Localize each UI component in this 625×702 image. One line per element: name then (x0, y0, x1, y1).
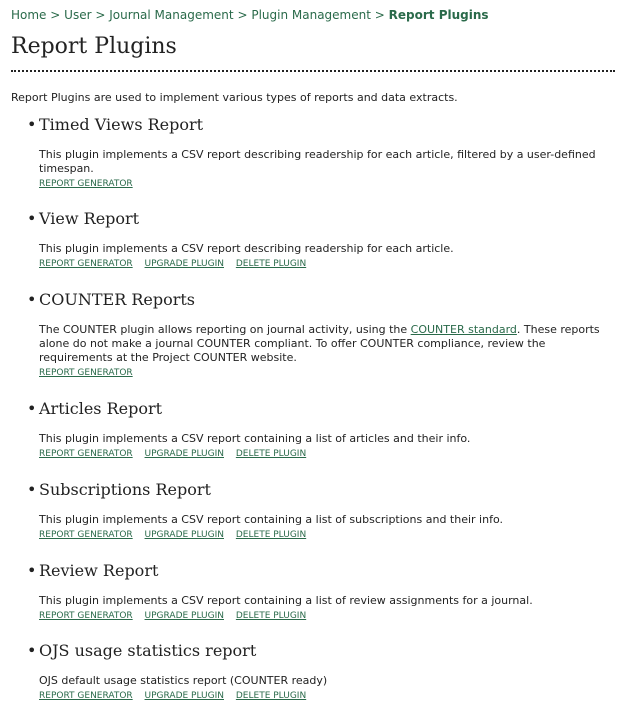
counter-standard-link[interactable]: COUNTER standard (410, 323, 517, 336)
plugin-description: OJS default usage statistics report (COUNTER ready) (39, 674, 328, 687)
page-intro: Report Plugins are used to implement various types of reports and data extracts. (11, 91, 458, 104)
plugin-list (11, 111, 615, 702)
upgrade-plugin-link[interactable]: UPGRADE PLUGIN (144, 530, 224, 540)
plugin-title: Timed Views Report (39, 115, 204, 134)
plugin-title: COUNTER Reports (39, 290, 196, 309)
report-generator-link[interactable]: REPORT GENERATOR (39, 259, 133, 269)
plugin-actions (39, 448, 615, 460)
upgrade-plugin-link[interactable]: UPGRADE PLUGIN (144, 449, 224, 459)
breadcrumb-plugin-management-link[interactable]: Plugin Management (251, 8, 371, 22)
report-generator-link[interactable]: REPORT GENERATOR (39, 530, 133, 540)
plugin-description: This plugin implements a CSV report describing readership for each article. (39, 242, 454, 255)
plugin-item-subscriptions-report (11, 476, 615, 541)
page-title: Report Plugins (11, 33, 615, 72)
plugin-title: Review Report (39, 561, 159, 580)
breadcrumb-separator: > (237, 8, 248, 22)
breadcrumb-home-link[interactable]: Home (11, 8, 47, 22)
plugin-actions (39, 367, 615, 379)
upgrade-plugin-link[interactable]: UPGRADE PLUGIN (144, 611, 224, 621)
plugin-title: OJS usage statistics report (39, 641, 257, 660)
bullet-icon: • (27, 115, 37, 134)
plugin-actions (39, 178, 615, 190)
upgrade-plugin-link[interactable]: UPGRADE PLUGIN (144, 259, 224, 269)
bullet-icon: • (27, 480, 37, 499)
plugin-actions (39, 529, 615, 541)
plugin-description-text: The COUNTER plugin allows reporting on journal activity, using the (39, 323, 411, 336)
breadcrumb-separator: > (95, 8, 106, 22)
plugin-description-text: . These reports alone do not make a journal COUNTER compliant. To offer COUNTER compliance, review the requirements at the Project COUNTER website. (39, 323, 600, 364)
plugin-description: This plugin implements a CSV report containing a list of review assignments for a journal. (39, 594, 533, 607)
breadcrumb-journal-management-link[interactable]: Journal Management (109, 8, 234, 22)
report-generator-link[interactable]: REPORT GENERATOR (39, 691, 133, 701)
bullet-icon: • (27, 209, 37, 228)
plugin-title: Subscriptions Report (39, 480, 211, 499)
delete-plugin-link[interactable]: DELETE PLUGIN (235, 259, 307, 269)
report-generator-link[interactable]: REPORT GENERATOR (39, 611, 133, 621)
bullet-icon: • (27, 399, 37, 418)
delete-plugin-link[interactable]: DELETE PLUGIN (235, 611, 307, 621)
plugin-actions (39, 610, 615, 622)
plugin-description (39, 323, 615, 365)
breadcrumb (11, 8, 615, 22)
bullet-icon: • (27, 641, 37, 660)
breadcrumb-separator: > (50, 8, 61, 22)
plugin-description: This plugin implements a CSV report describing readership for each article, filtered by a user-defined timespan. (39, 148, 596, 175)
plugin-title: Articles Report (39, 399, 163, 418)
plugin-description: This plugin implements a CSV report containing a list of articles and their info. (39, 432, 471, 445)
plugin-actions (39, 690, 615, 702)
plugin-item-articles-report (11, 395, 615, 460)
breadcrumb-user-link[interactable]: User (64, 8, 92, 22)
breadcrumb-separator: > (374, 8, 385, 22)
plugin-item-review-report (11, 557, 615, 622)
bullet-icon: • (27, 290, 37, 309)
plugin-title: View Report (39, 209, 140, 228)
plugin-description: This plugin implements a CSV report containing a list of subscriptions and their info. (39, 513, 503, 526)
upgrade-plugin-link[interactable]: UPGRADE PLUGIN (144, 691, 224, 701)
delete-plugin-link[interactable]: DELETE PLUGIN (235, 530, 307, 540)
plugin-item-timed-views-report (11, 111, 615, 190)
bullet-icon: • (27, 561, 37, 580)
plugin-item-counter-reports (11, 286, 615, 379)
delete-plugin-link[interactable]: DELETE PLUGIN (235, 449, 307, 459)
plugin-actions (39, 258, 615, 270)
breadcrumb-current-report-plugins[interactable]: Report Plugins (388, 8, 489, 22)
plugin-item-view-report (11, 205, 615, 270)
delete-plugin-link[interactable]: DELETE PLUGIN (235, 691, 307, 701)
report-generator-link[interactable]: REPORT GENERATOR (39, 179, 133, 189)
plugin-item-ojs-usage-statistics-report (11, 637, 615, 702)
report-generator-link[interactable]: REPORT GENERATOR (39, 368, 133, 378)
report-generator-link[interactable]: REPORT GENERATOR (39, 449, 133, 459)
